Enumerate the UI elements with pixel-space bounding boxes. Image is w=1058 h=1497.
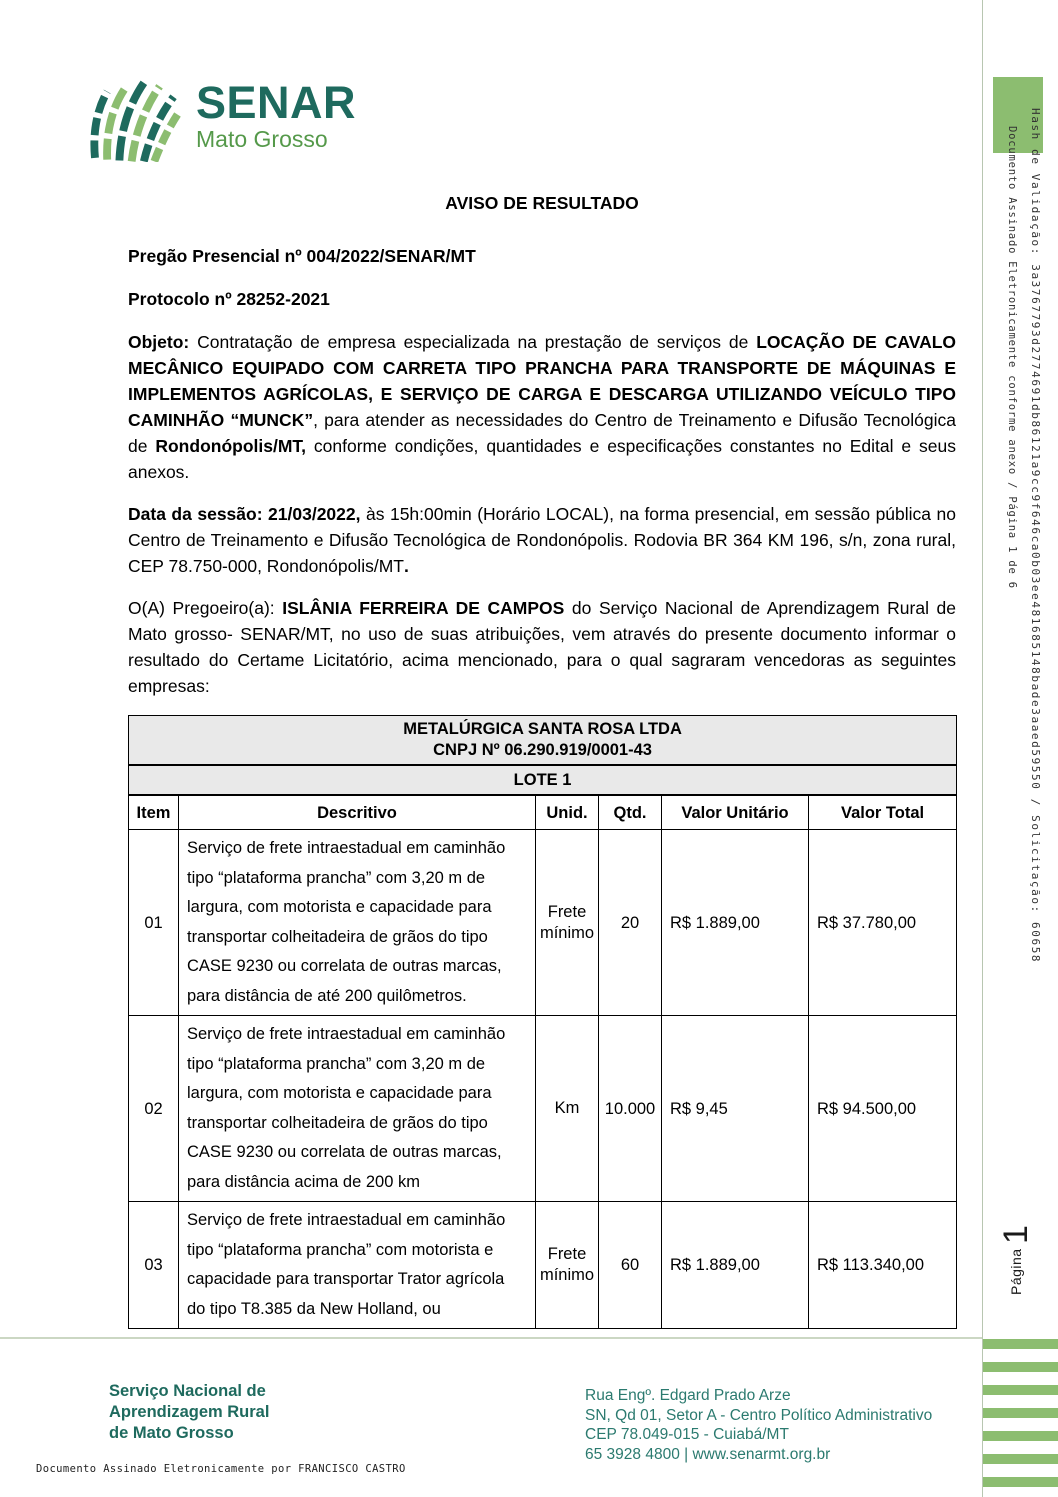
subtitle-protocolo: Protocolo nº 28252-2021 xyxy=(128,289,330,309)
signed-document-text: Documento Assinado Eletronicamente conforme anexo / Página 1 de 6 xyxy=(1006,126,1018,589)
footer-org-line: de Mato Grosso xyxy=(109,1424,234,1442)
table-row xyxy=(129,830,957,1016)
cell-unid: Km xyxy=(536,1016,599,1202)
electronic-signature-text: Documento Assinado Eletronicamente por FRANCISCO CASTRO xyxy=(36,1463,406,1475)
footer-organization xyxy=(109,1381,269,1444)
cell-valor-unitario: R$ 1.889,00 xyxy=(662,1202,809,1329)
table-row xyxy=(129,1202,957,1329)
table-row xyxy=(129,1016,957,1202)
company-header-cell xyxy=(129,716,957,766)
cell-descritivo: Serviço de frete intraestadual em caminhão tipo “plataforma prancha” com motorista e capacidade para transportar Trator agrícola do tipo T8.385 da New Holland, ou xyxy=(179,1202,536,1329)
table-company-row xyxy=(129,716,957,766)
page-title: AVISO DE RESULTADO xyxy=(445,193,639,213)
table-header-row xyxy=(129,795,957,830)
logo-text xyxy=(196,76,357,152)
footer-address xyxy=(585,1386,932,1464)
col-header-item: Item xyxy=(129,795,179,830)
footer-address-line: CEP 78.049-015 - Cuiabá/MT xyxy=(585,1426,789,1443)
senar-fan-icon xyxy=(88,70,184,162)
cell-valor-unitario: R$ 9,45 xyxy=(662,1016,809,1202)
company-cnpj: CNPJ Nº 06.290.919/0001-43 xyxy=(433,741,652,759)
page-number-label: Página xyxy=(1008,1244,1024,1295)
cell-qtd: 10.000 xyxy=(599,1016,662,1202)
cell-qtd: 20 xyxy=(599,830,662,1016)
paragraph-sessao: Data da sessão: 21/03/2022, às 15h:00min (Horário LOCAL), na forma presencial, em sessão pública no Centro de Treinamento e Difusão Tecnológica de Rondonópolis. Rodovia BR 364 KM 196, s/n, zona rural, CEP 78.750-000, Rondonópolis/MT. xyxy=(128,504,956,576)
cell-descritivo: Serviço de frete intraestadual em caminhão tipo “plataforma prancha” com 3,20 m de largura, com motorista e capacidade para transportar colheitadeira de grãos do tipo CASE 9230 ou correlata de outras marcas, para distância de até 200 quilômetros. xyxy=(179,830,536,1016)
footer-org-line: Aprendizagem Rural xyxy=(109,1403,270,1421)
cell-item: 03 xyxy=(129,1202,179,1329)
logo-region-text: Mato Grosso xyxy=(196,125,328,152)
validation-hash-text: Hash de Validação: 3a3767793d2774691db86121a9cc9f646ca0b03ee481685148bade3aaed59550 / Solicitação: 60658 xyxy=(1029,108,1042,964)
lote-label: LOTE 1 xyxy=(129,765,957,795)
sidebar-green-bars xyxy=(983,1339,1058,1497)
cell-valor-total: R$ 37.780,00 xyxy=(809,830,957,1016)
col-header-qtd: Qtd. xyxy=(599,795,662,830)
paragraph-pregoeiro: O(A) Pregoeiro(a): ISLÂNIA FERREIRA DE CAMPOS do Serviço Nacional de Aprendizagem Rural de Mato grosso- SENAR/MT, no uso de suas atribuições, vem através do presente documento informar o resultado do Certame Licitatório, acima mencionado, para o qual sagraram vencedoras as seguintes empresas: xyxy=(128,598,957,696)
sidebar-divider-line xyxy=(982,0,983,1497)
col-header-valor-unitario: Valor Unitário xyxy=(662,795,809,830)
cell-valor-total: R$ 113.340,00 xyxy=(809,1202,957,1329)
cell-valor-total: R$ 94.500,00 xyxy=(809,1016,957,1202)
col-header-valor-total: Valor Total xyxy=(809,795,957,830)
footer-address-line: Rua Engº. Edgard Prado Arze xyxy=(585,1387,791,1404)
logo-brand-text: SENAR xyxy=(196,76,357,128)
cell-descritivo: Serviço de frete intraestadual em caminhão tipo “plataforma prancha” com 3,20 m de largura, com motorista e capacidade para transportar colheitadeira de grãos do tipo CASE 9230 ou correlata de outras marcas, para distância acima de 200 km xyxy=(179,1016,536,1202)
cell-valor-unitario: R$ 1.889,00 xyxy=(662,830,809,1016)
paragraph-objeto: Objeto: Contratação de empresa especializada na prestação de serviços de LOCAÇÃO DE CAVALO MECÂNICO EQUIPADO COM CARRETA TIPO PRANCHA PARA TRANSPORTE DE MÁQUINAS E IMPLEMENTOS AGRÍCOLAS, E SERVIÇO DE CARGA E DESCARGA UTILIZANDO VEÍCULO TIPO CAMINHÃO “MUNCK”, para atender as necessidades do Centro de Treinamento e Difusão Tecnológica de Rondonópolis/MT, conforme condições, quantidades e especificações constantes no Edital e seus anexos. xyxy=(128,332,957,482)
page-number-value: 1 xyxy=(997,1225,1035,1245)
footer-address-line: SN, Qd 01, Setor A - Centro Político Administrativo xyxy=(585,1406,933,1424)
cell-item: 02 xyxy=(129,1016,179,1202)
company-name: METALÚRGICA SANTA ROSA LTDA xyxy=(403,720,682,738)
cell-qtd: 60 xyxy=(599,1202,662,1329)
footer-divider xyxy=(0,1337,982,1339)
col-header-descritivo: Descritivo xyxy=(179,795,536,830)
col-header-unid: Unid. xyxy=(536,795,599,830)
cell-item: 01 xyxy=(129,830,179,1016)
result-table xyxy=(128,715,957,1329)
footer-org-line: Serviço Nacional de xyxy=(109,1382,266,1400)
table-lote-row xyxy=(129,765,957,795)
document-content xyxy=(128,190,956,1329)
footer-address-line: 65 3928 4800 | www.senarmt.org.br xyxy=(585,1445,831,1463)
subtitle-pregao: Pregão Presencial nº 004/2022/SENAR/MT xyxy=(128,246,476,266)
senar-logo xyxy=(88,70,356,162)
cell-unid: Frete mínimo xyxy=(536,830,599,1016)
cell-unid: Frete mínimo xyxy=(536,1202,599,1329)
page-number xyxy=(999,1203,1033,1295)
